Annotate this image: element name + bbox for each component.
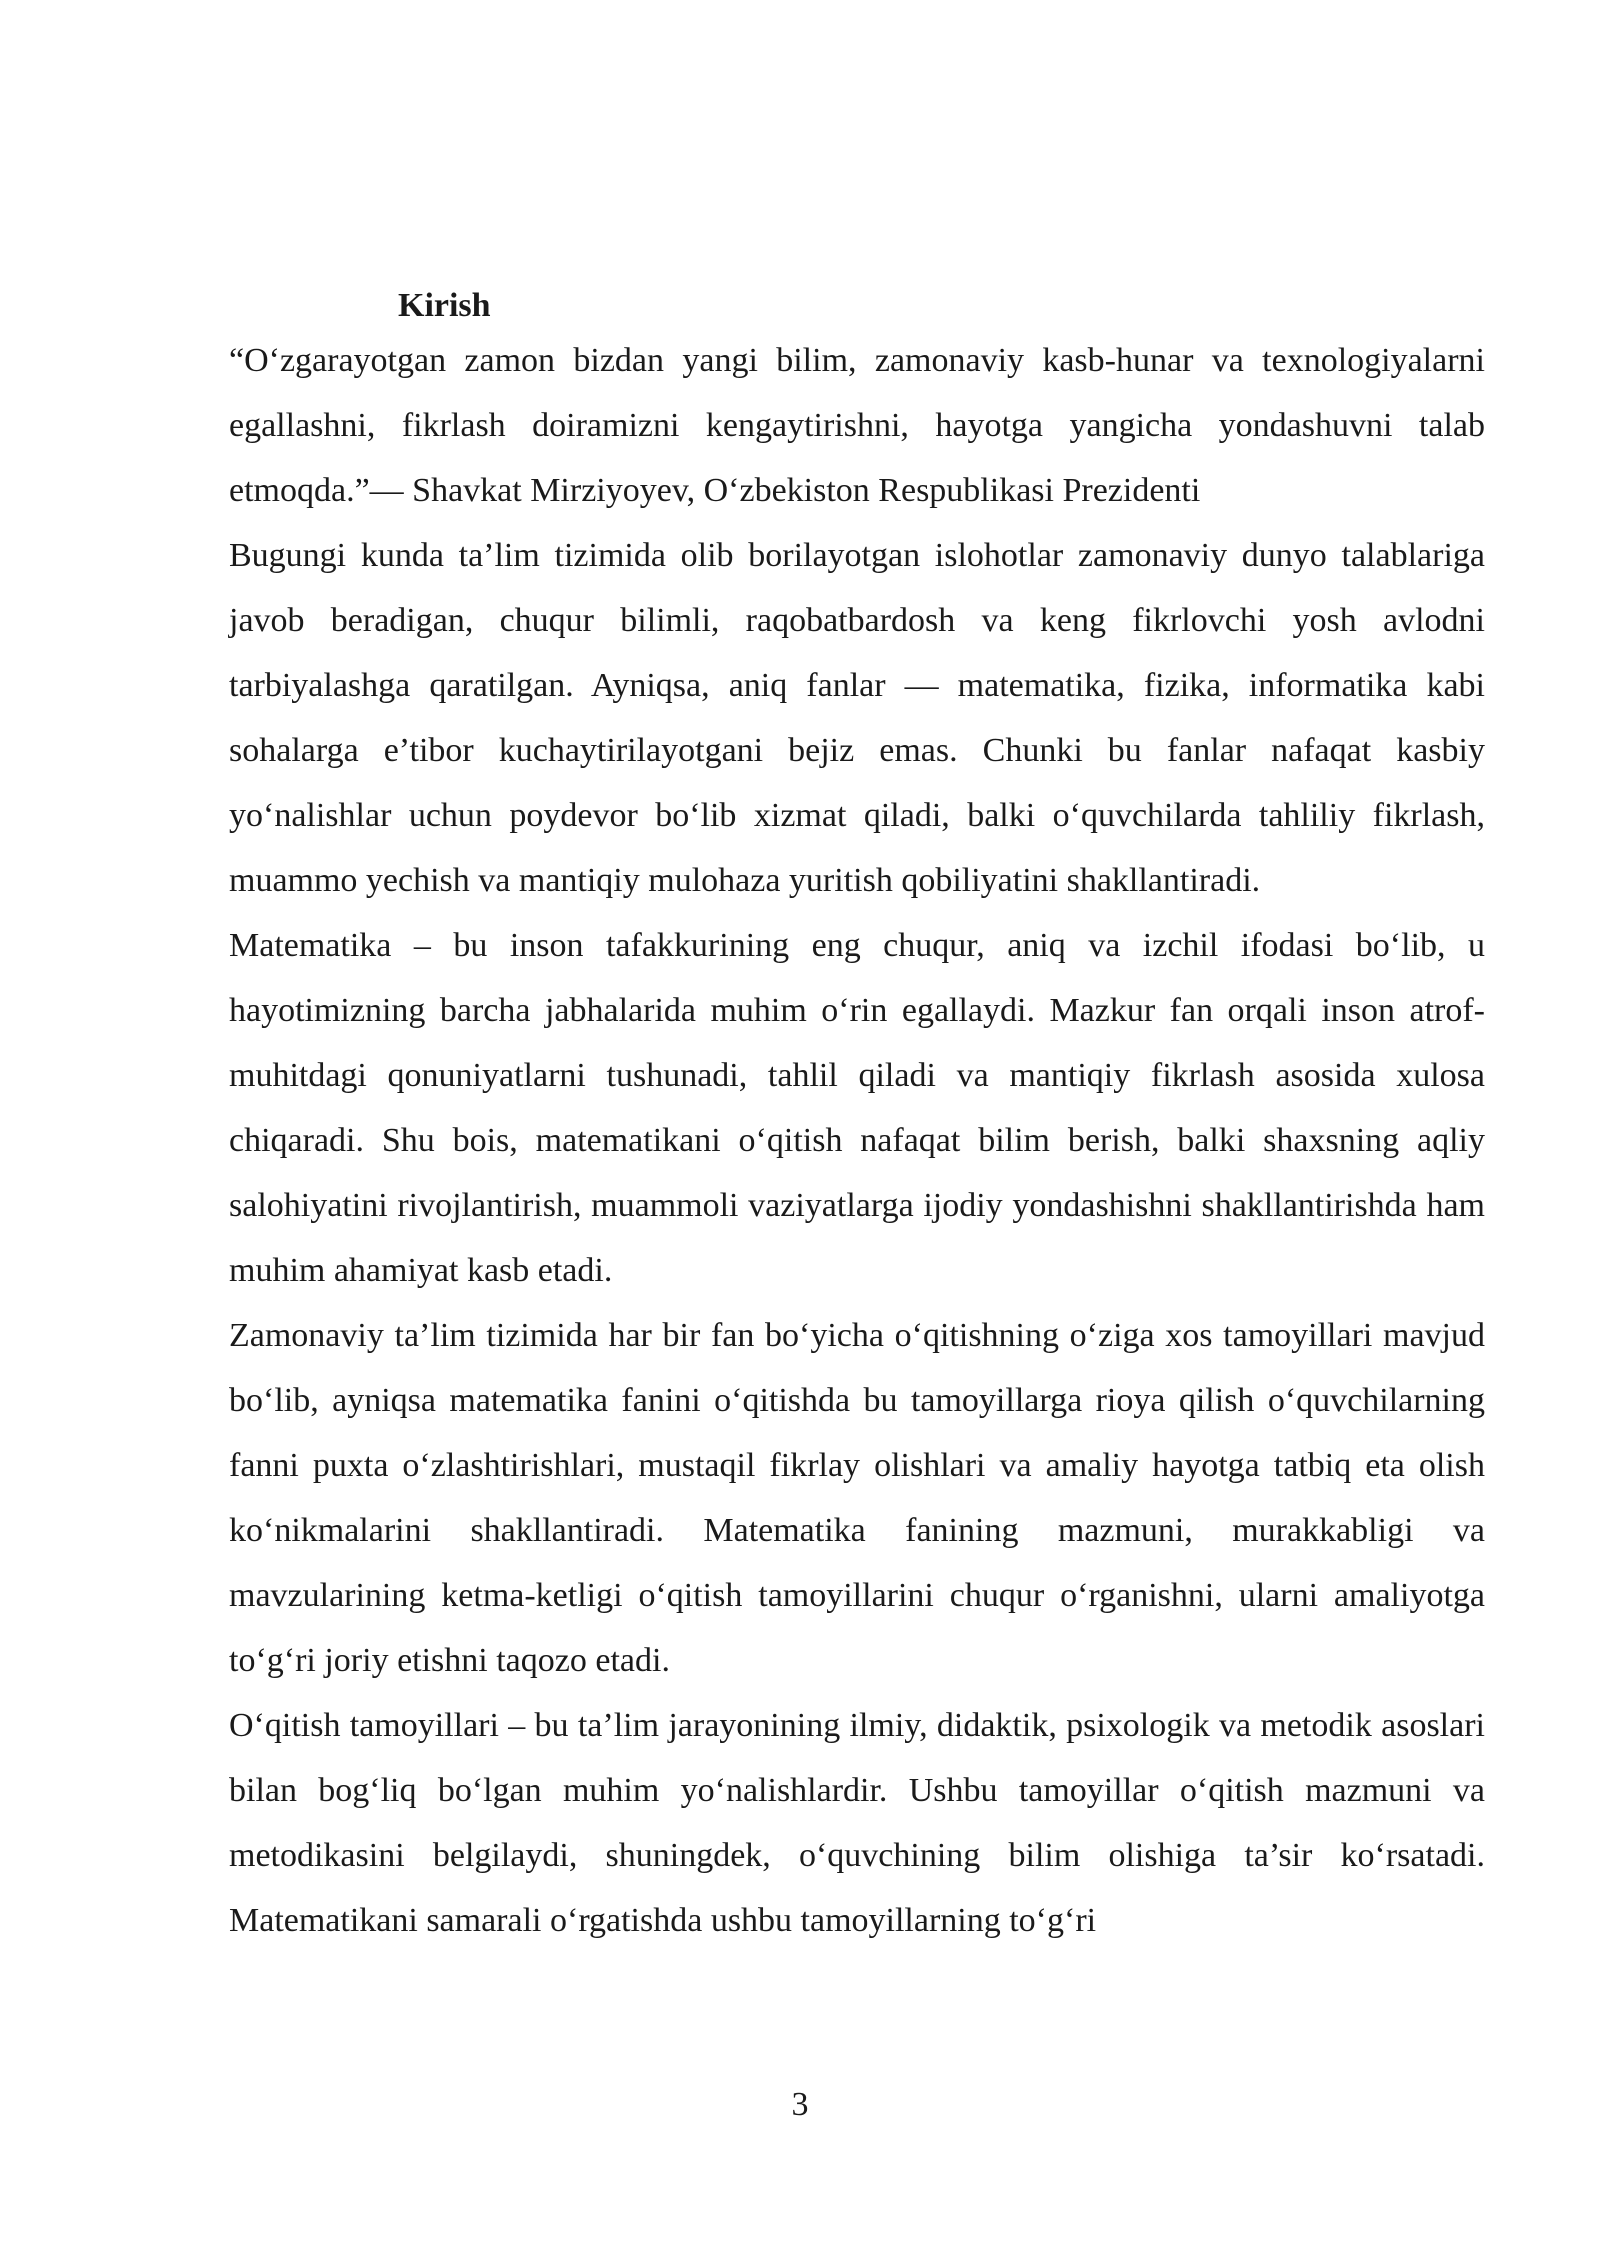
paragraph-quote: “O‘zgarayotgan zamon bizdan yangi bilim, zamonaviy kasb-hunar va texnologiyalarni egallashni, fikrlash doiramizni kengaytirishni, hayotga yangicha yondashuvni talab etmoqda.”— Shavkat Mirziyoyev, O‘zbekiston Respublikasi Prezidenti [229, 342, 1485, 509]
page-number: 3 [791, 2086, 809, 2123]
paragraph-reforms: Bugungi kunda ta’lim tizimida olib borilayotgan islohotlar zamonaviy dunyo talablariga javob beradigan, chuqur bilimli, raqobatbardosh va keng fikrlovchi yosh avlodni tarbiyalashga qaratilgan. Ayniqsa, aniq fanlar — matematika, fizika, informatika kabi sohalarga e’tibor kuchaytirilayotgani bejiz emas. Chunki bu fanlar nafaqat kasbiy yo‘nalishlar uchun poydevor bo‘lib xizmat qiladi, balki o‘quvchilarda tahliliy fikrlash, muammo yechish va mantiqiy mulohaza yuritish qobiliyatini shakllantiradi. [229, 537, 1485, 899]
section-heading: Kirish [398, 287, 491, 324]
paragraph-mathematics: Matematika – bu inson tafakkurining eng chuqur, aniq va izchil ifodasi bo‘lib, u hayotimizning barcha jabhalarida muhim o‘rin egallaydi. Mazkur fan orqali inson atrof-muhitdagi qonuniyatlarni tushunadi, tahlil qiladi va mantiqiy fikrlash asosida xulosa chiqaradi. Shu bois, matematikani o‘qitish nafaqat bilim berish, balki shaxsning aqliy salohiyatini rivojlantirish, muammoli vaziyatlarga ijodiy yondashishni shakllantirishda ham muhim ahamiyat kasb etadi. [229, 927, 1485, 1289]
paragraph-teaching-principles: O‘qitish tamoyillari – bu ta’lim jarayonining ilmiy, didaktik, psixologik va metodik asoslari bilan bog‘liq bo‘lgan muhim yo‘nalishlardir. Ushbu tamoyillar o‘qitish mazmuni va metodikasini belgilaydi, shuningdek, o‘quvchining bilim olishiga ta’sir ko‘rsatadi. Matematikani samarali o‘rgatishda ushbu tamoyillarning to‘g‘ri [229, 1707, 1485, 1939]
paragraph-principles: Zamonaviy ta’lim tizimida har bir fan bo‘yicha o‘qitishning o‘ziga xos tamoyillari mavjud bo‘lib, ayniqsa matematika fanini o‘qitishda bu tamoyillarga rioya qilish o‘quvchilarning fanni puxta o‘zlashtirishlari, mustaqil fikrlay olishlari va amaliy hayotga tatbiq eta olish ko‘nikmalarini shakllantiradi. Matematika fanining mazmuni, murakkabligi va mavzularining ketma-ketligi o‘qitish tamoyillarini chuqur o‘rganishni, ularni amaliyotga to‘g‘ri joriy etishni taqozo etadi. [229, 1317, 1485, 1679]
page-body [229, 284, 1485, 1953]
